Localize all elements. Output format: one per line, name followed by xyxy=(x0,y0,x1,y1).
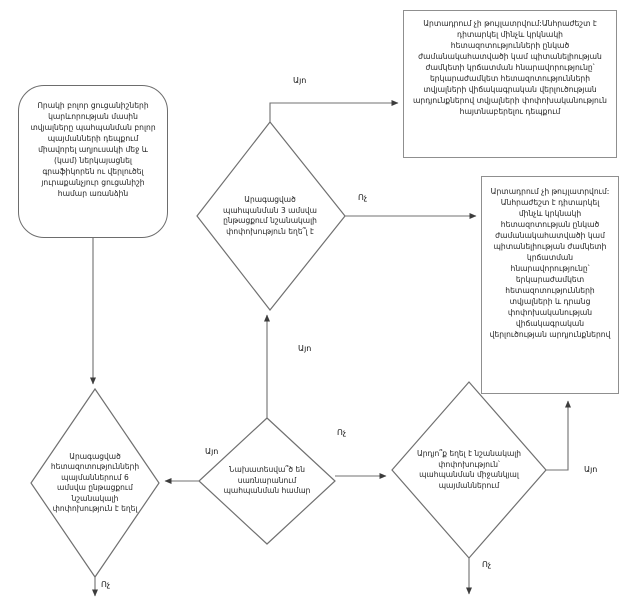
label-no-refrigerator-right: Ոչ xyxy=(337,428,347,437)
label-yes-intermediate-right: Այո xyxy=(584,465,598,474)
decision-accelerated-3m-text: Արագացված պահպանման 3 ամսվա ընթացքում նշանակալի փոփոխություն եղե՞լ է xyxy=(223,195,317,236)
label-yes-refrigerator-up: Այո xyxy=(298,344,312,353)
result-box-statistical-text: Արտադրում չի թույլատրվում: Անհրաժեշտ է դիտարկել մինչև կրկնակի հետազոտության ընկած ժամանակահատվածի կամ պիտանելիության ժամկետի կրճատման հնարավորությունը՝ երկարաժամկետ հետազոտությունների տվյալների և դրանց փոփոխականության վիճակագրական վերլուծության արդյունքներով xyxy=(489,187,611,339)
arrow-intermediate-yes-to-mid-rect xyxy=(546,401,568,470)
decision-intermediate-text: Արդյո՞ք եղել է նշանակալի փոփոխություն՝ պահպանման միջանկյալ պայմաններում xyxy=(416,449,522,490)
arrow-3m-yes-to-top-rect xyxy=(270,103,398,122)
label-no-intermediate-bottom: Ոչ xyxy=(482,560,492,569)
label-yes-3m-top: Այո xyxy=(293,76,307,85)
result-box-variability-text: Արտադրում չի թույլատրվում:Անհրաժեշտ է դիտարկել մինչև կրկնակի հետազոտությունների ընկած ժամանակահատվածի կամ պիտանելիության ժամկետի կրճատման հնարավորությունը՝ երկարաժամկետ հետազոտությունների տվյալների վիճակագրական վերլուծության արդյունքներով տվյալների փոփոխականություն հայտնաբերելու դեպքում xyxy=(413,19,607,116)
label-no-6m-bottom: Ոչ xyxy=(101,580,111,589)
start-node-text: Որակի բոլոր ցուցանիշների կարևորության մասին տվյալները պահպանման բոլոր պայմանների դեպքում միավորել աղյուսակի մեջ և (կամ) ներկայացնել գրաֆիկորեն ու վերլուծել յուրաքանչյուր ցուցանիշի համար առանձին xyxy=(30,101,156,198)
result-box-variability xyxy=(403,10,617,158)
result-box-statistical xyxy=(481,176,619,394)
label-no-3m-right: Ոչ xyxy=(358,193,368,202)
decision-accelerated-6m-text: Արագացված հետազոտությունների պայմաններում 6 ամսվա ընթացքում նշանակալի փոփոխություն է եղել xyxy=(50,451,140,513)
label-yes-refrigerator-left: Այո xyxy=(205,447,219,456)
start-node xyxy=(18,85,168,238)
decision-refrigerator-text: Նախատեսվա՞ծ են սառնարանում պահպանման համար xyxy=(223,465,311,496)
